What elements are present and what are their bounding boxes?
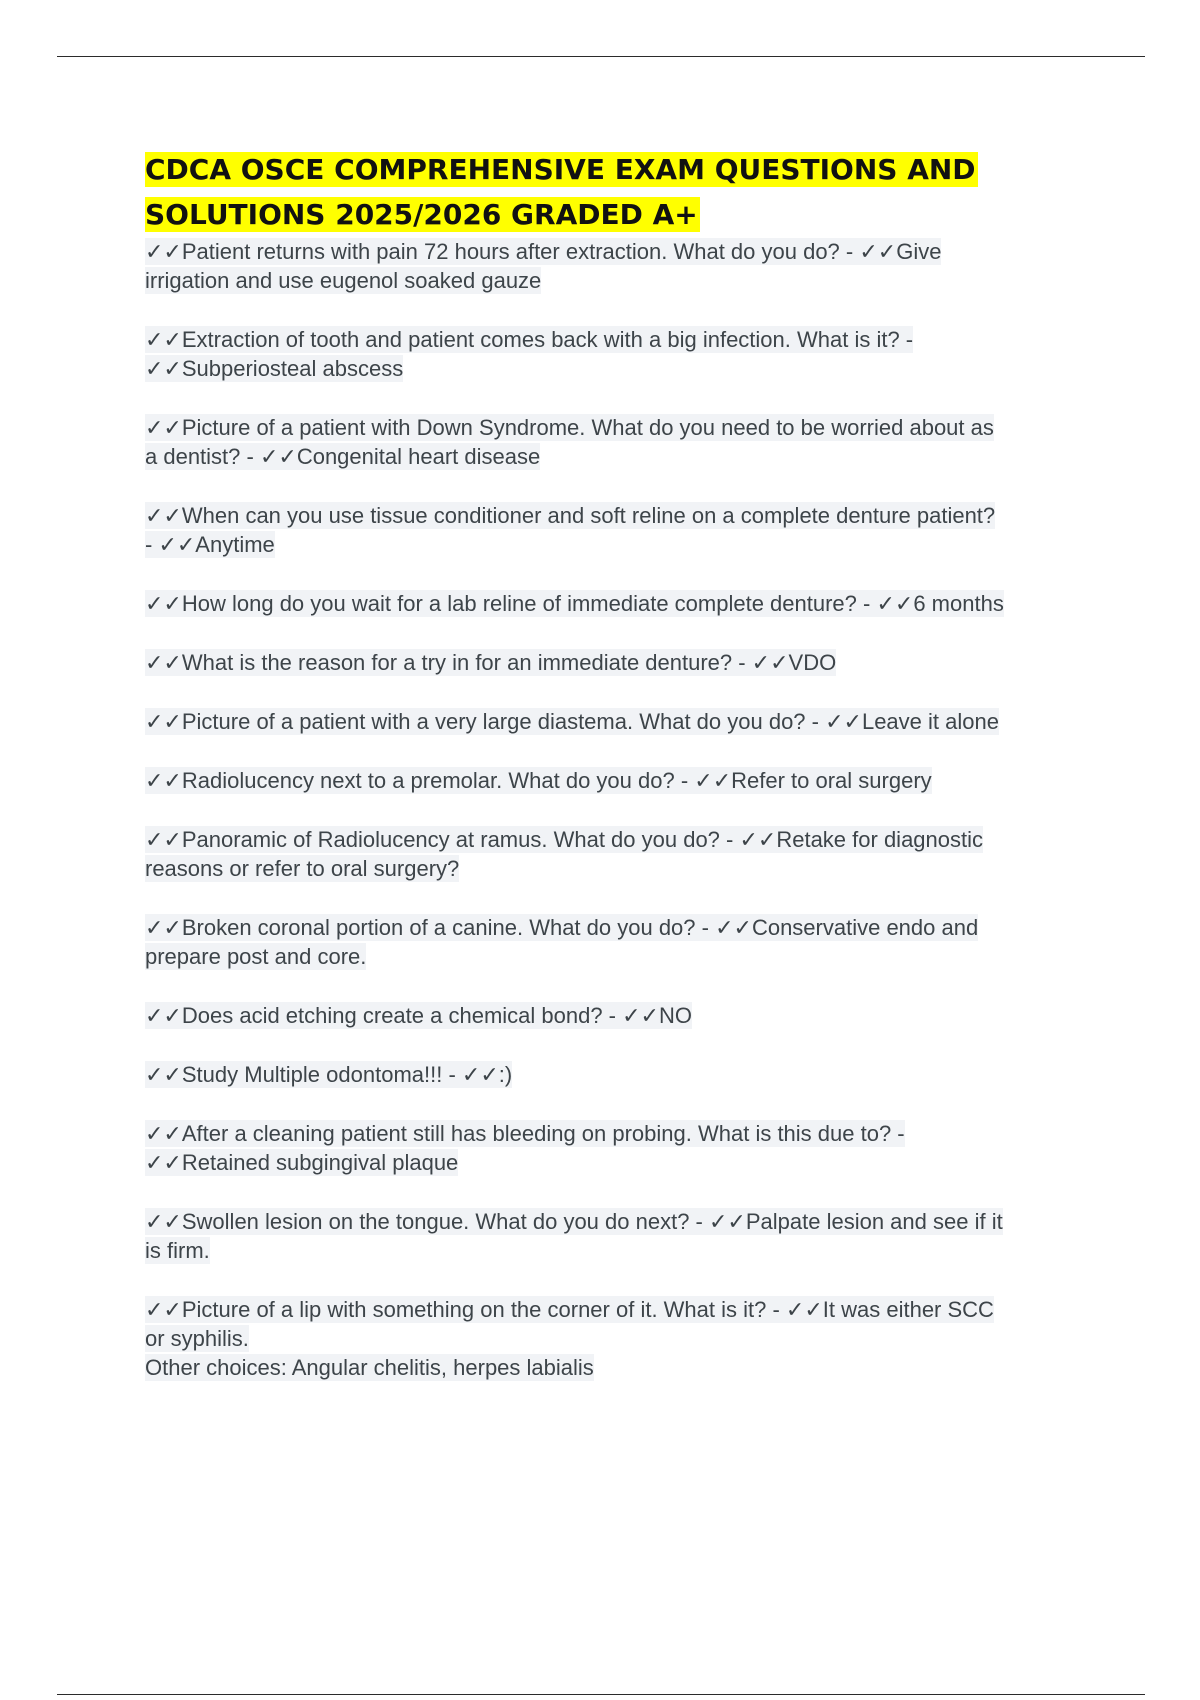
qa-line: Other choices: Angular chelitis, herpes labialis — [145, 1355, 594, 1380]
qa-line: ✓✓Panoramic of Radiolucency at ramus. What do you do? - ✓✓Retake for diagnostic — [145, 827, 984, 852]
qa-line: ✓✓Radiolucency next to a premolar. What do you do? - ✓✓Refer to oral surgery — [145, 768, 932, 793]
top-rule — [57, 56, 1145, 57]
qa-line: a dentist? - ✓✓Congenital heart disease — [145, 444, 541, 469]
qa-item — [145, 413, 1085, 471]
qa-line: ✓✓Extraction of tooth and patient comes back with a big infection. What is it? - — [145, 327, 914, 352]
qa-line: prepare post and core. — [145, 944, 367, 969]
qa-item — [145, 501, 1085, 559]
qa-line: ✓✓Does acid etching create a chemical bond? - ✓✓NO — [145, 1003, 692, 1028]
qa-line: ✓✓After a cleaning patient still has bleeding on probing. What is this due to? - — [145, 1121, 905, 1146]
qa-item — [145, 1060, 1085, 1089]
title-line: CDCA OSCE COMPREHENSIVE EXAM QUESTIONS AND — [145, 153, 976, 186]
title-line: SOLUTIONS 2025/2026 GRADED A+ — [145, 198, 698, 231]
qa-item — [145, 648, 1085, 677]
qa-line: ✓✓Subperiosteal abscess — [145, 356, 404, 381]
bottom-rule — [57, 1694, 1145, 1695]
qa-list — [145, 237, 1085, 1382]
qa-line: or syphilis. — [145, 1326, 249, 1351]
qa-item — [145, 707, 1085, 736]
document-content — [145, 147, 1085, 1382]
qa-line: ✓✓When can you use tissue conditioner and soft reline on a complete denture patient? — [145, 503, 996, 528]
qa-line: reasons or refer to oral surgery? — [145, 856, 460, 881]
qa-line: ✓✓What is the reason for a try in for an immediate denture? - ✓✓VDO — [145, 650, 837, 675]
qa-line: ✓✓Retained subgingival plaque — [145, 1150, 459, 1175]
qa-item — [145, 1207, 1085, 1265]
qa-item — [145, 589, 1085, 618]
qa-line: ✓✓Broken coronal portion of a canine. What do you do? - ✓✓Conservative endo and — [145, 915, 979, 940]
qa-item — [145, 325, 1085, 383]
qa-line: irrigation and use eugenol soaked gauze — [145, 268, 542, 293]
qa-item — [145, 825, 1085, 883]
qa-line: - ✓✓Anytime — [145, 532, 275, 557]
qa-item — [145, 913, 1085, 971]
qa-item — [145, 766, 1085, 795]
document-title — [145, 147, 1085, 237]
qa-line: ✓✓Study Multiple odontoma!!! - ✓✓:) — [145, 1062, 513, 1087]
qa-line: ✓✓Patient returns with pain 72 hours after extraction. What do you do? - ✓✓Give — [145, 239, 942, 264]
qa-line: ✓✓Swollen lesion on the tongue. What do you do next? - ✓✓Palpate lesion and see if it — [145, 1209, 1003, 1234]
qa-item — [145, 1295, 1085, 1382]
qa-line: ✓✓Picture of a patient with Down Syndrome. What do you need to be worried about as — [145, 415, 994, 440]
qa-item — [145, 237, 1085, 295]
qa-item — [145, 1119, 1085, 1177]
qa-line: ✓✓How long do you wait for a lab reline of immediate complete denture? - ✓✓6 months — [145, 591, 1004, 616]
qa-item — [145, 1001, 1085, 1030]
qa-line: ✓✓Picture of a lip with something on the corner of it. What is it? - ✓✓It was either SCC — [145, 1297, 994, 1322]
qa-line: ✓✓Picture of a patient with a very large diastema. What do you do? - ✓✓Leave it alone — [145, 709, 999, 734]
qa-line: is firm. — [145, 1238, 210, 1263]
